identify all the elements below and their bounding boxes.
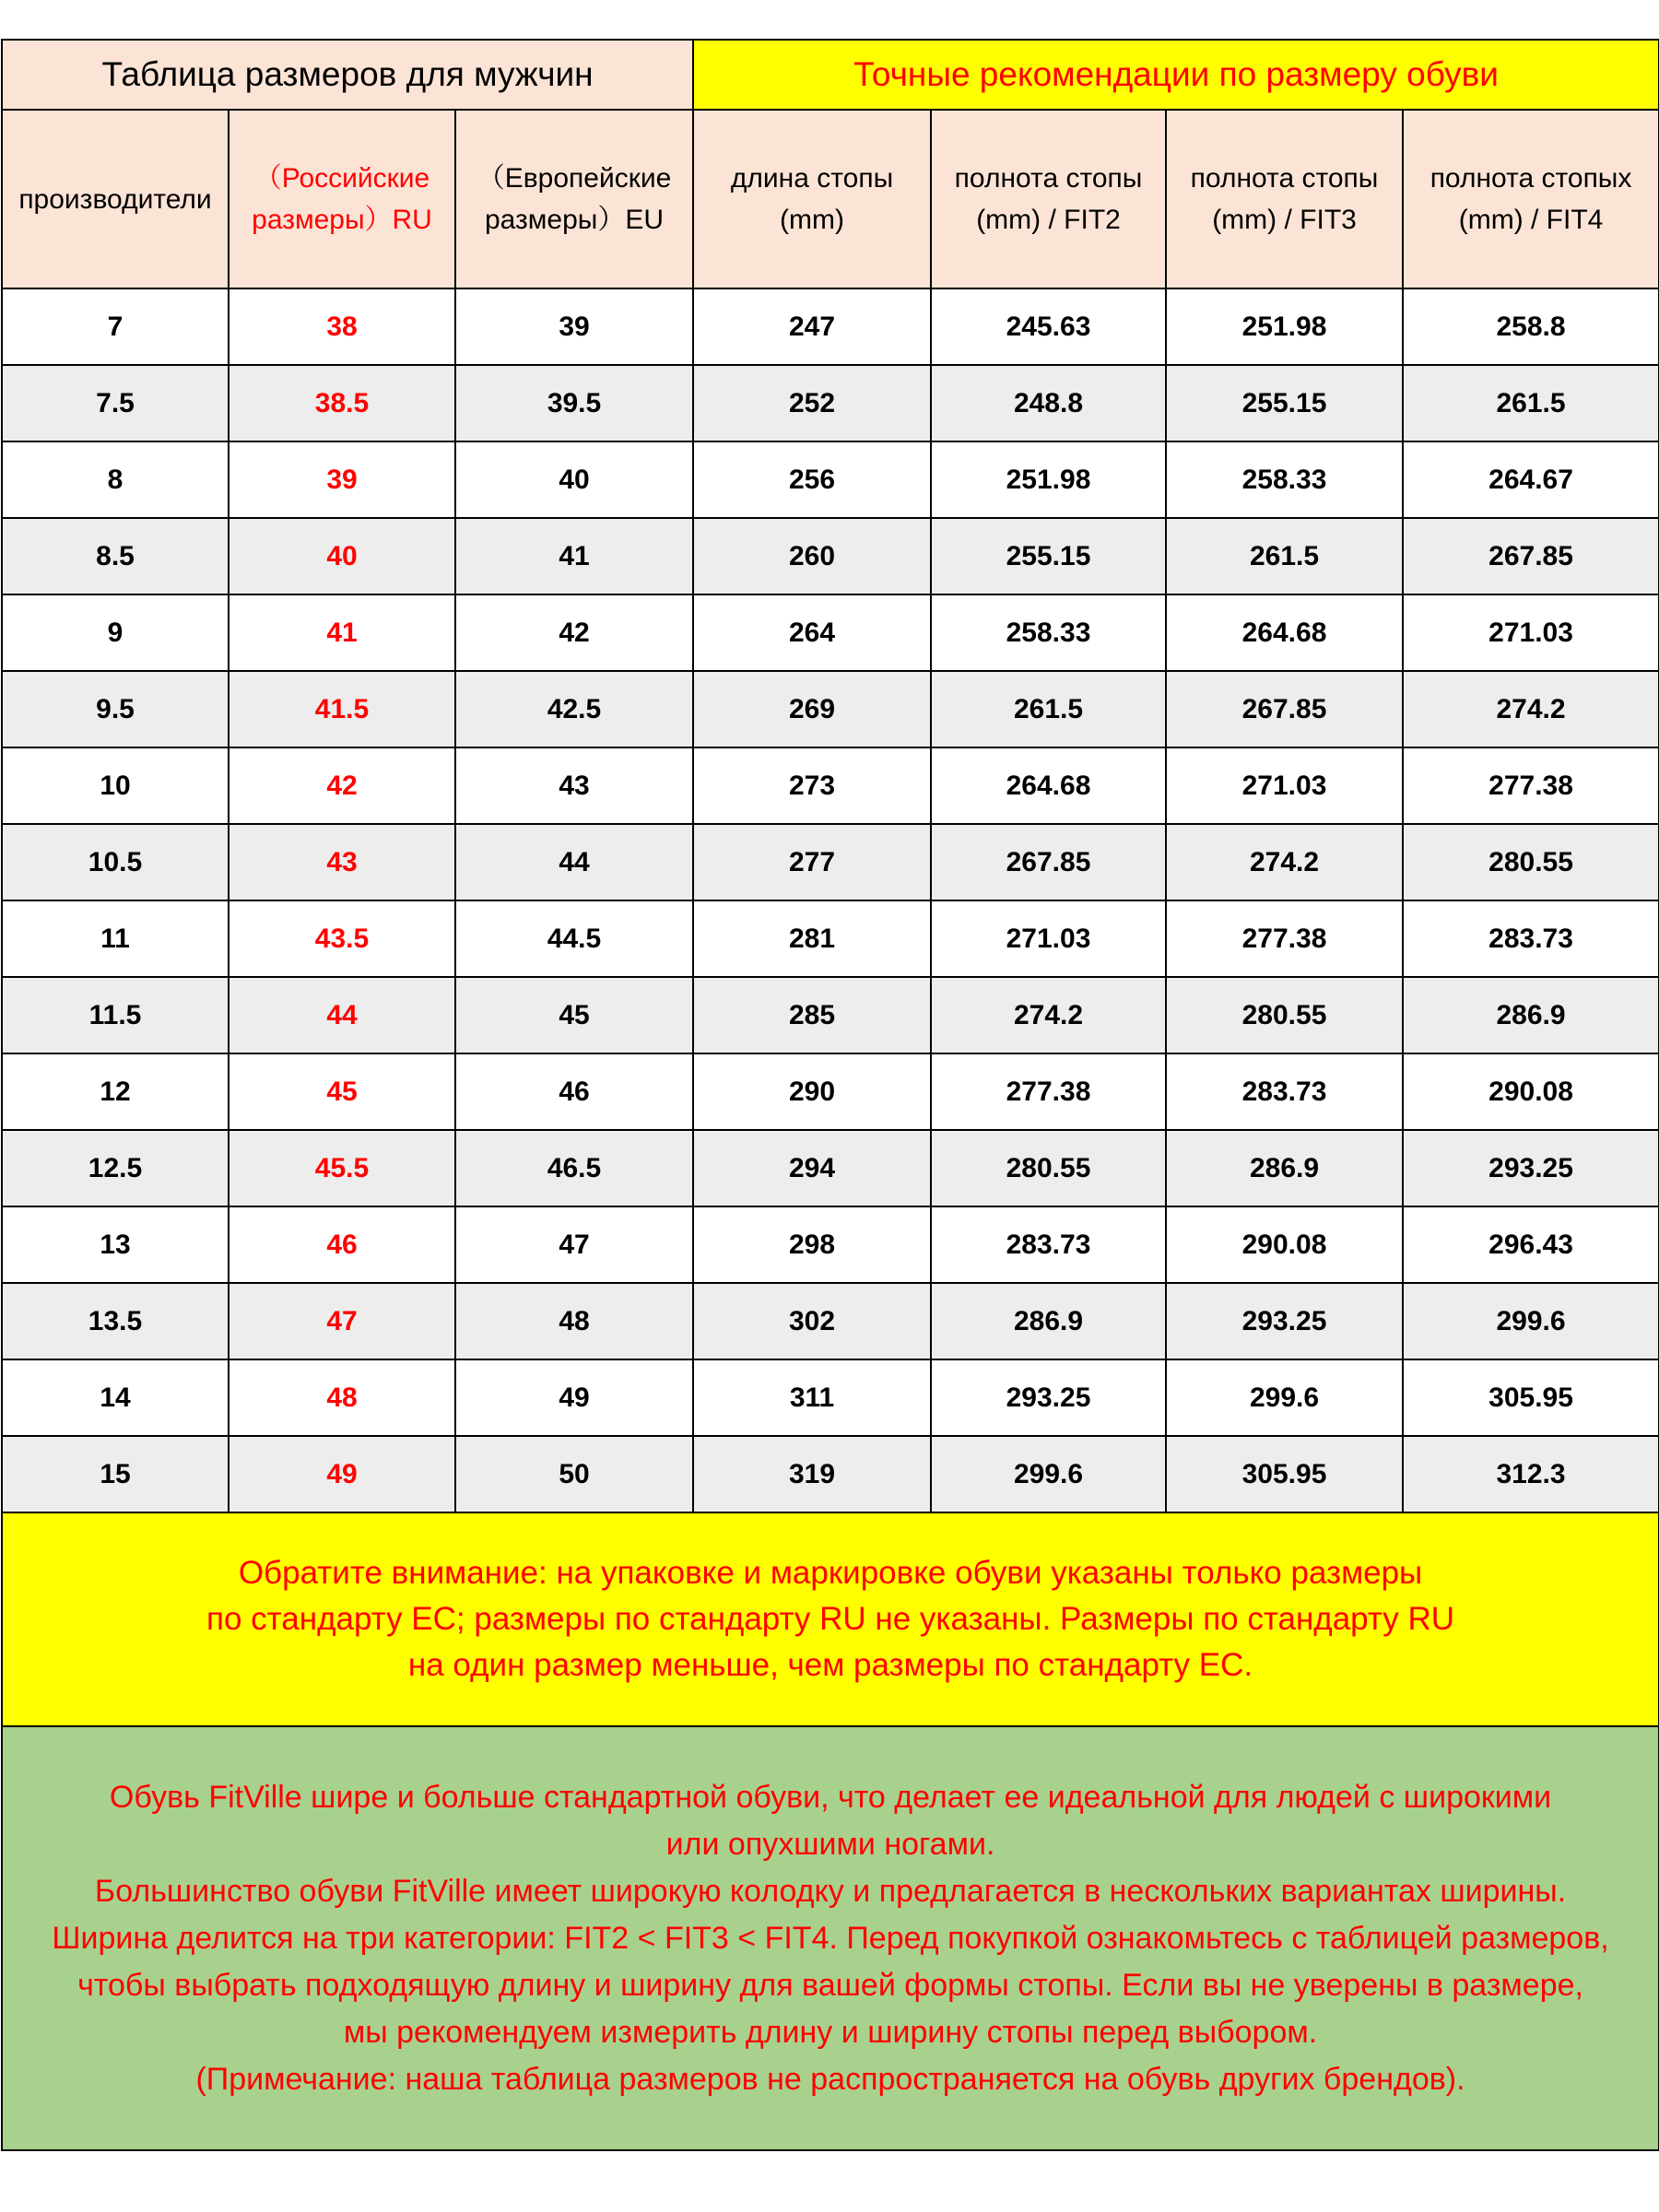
cell-fit2-width: 261.5 [931, 671, 1166, 747]
cell-fit3-width: 283.73 [1166, 1053, 1403, 1130]
cell-manufacturer-size: 13.5 [2, 1283, 229, 1359]
cell-ru-size: 38 [229, 288, 455, 365]
table-row [2, 518, 1659, 594]
notice-line: чтобы выбрать подходящую длину и ширину для вашей формы стопы. Если вы не уверены в размере, [77, 1967, 1583, 2003]
cell-fit3-width: 293.25 [1166, 1283, 1403, 1359]
cell-fit2-width: 255.15 [931, 518, 1166, 594]
cell-fit2-width: 248.8 [931, 365, 1166, 441]
notice-line: (Примечание: наша таблица размеров не распространяется на обувь других брендов). [195, 2061, 1465, 2097]
cell-fit4-width: 271.03 [1403, 594, 1659, 671]
cell-fit4-width: 290.08 [1403, 1053, 1659, 1130]
cell-ru-size: 48 [229, 1359, 455, 1436]
table-row [2, 824, 1659, 900]
cell-manufacturer-size: 12.5 [2, 1130, 229, 1206]
cell-fit3-width: 251.98 [1166, 288, 1403, 365]
cell-foot-length: 319 [693, 1436, 931, 1512]
table-row [2, 900, 1659, 977]
size-chart [0, 39, 1659, 2151]
notice-line: или опухшими ногами. [665, 1826, 995, 1862]
cell-fit4-width: 277.38 [1403, 747, 1659, 824]
cell-fit4-width: 296.43 [1403, 1206, 1659, 1283]
cell-fit3-width: 271.03 [1166, 747, 1403, 824]
column-header-line: (mm) / FIT2 [976, 205, 1121, 235]
cell-fit2-width: 267.85 [931, 824, 1166, 900]
title-row [2, 40, 1659, 110]
table-row [2, 1130, 1659, 1206]
recommendation-title: Точные рекомендации по размеру обуви [693, 40, 1659, 110]
cell-ru-size: 41 [229, 594, 455, 671]
cell-fit2-width: 245.63 [931, 288, 1166, 365]
cell-manufacturer-size: 9.5 [2, 671, 229, 747]
cell-fit3-width: 290.08 [1166, 1206, 1403, 1283]
cell-eu-size: 42 [455, 594, 693, 671]
notice-yellow-row [2, 1512, 1659, 1726]
column-header-line: （Российские [253, 163, 430, 194]
cell-foot-length: 247 [693, 288, 931, 365]
cell-eu-size: 49 [455, 1359, 693, 1436]
cell-fit2-width: 274.2 [931, 977, 1166, 1053]
cell-foot-length: 294 [693, 1130, 931, 1206]
ec-size-notice [2, 1512, 1659, 1726]
cell-eu-size: 44.5 [455, 900, 693, 977]
table-row [2, 671, 1659, 747]
cell-foot-length: 298 [693, 1206, 931, 1283]
cell-eu-size: 46 [455, 1053, 693, 1130]
cell-fit4-width: 299.6 [1403, 1283, 1659, 1359]
cell-fit3-width: 286.9 [1166, 1130, 1403, 1206]
cell-ru-size: 43 [229, 824, 455, 900]
notice-line: мы рекомендуем измерить длину и ширину стопы перед выбором. [343, 2014, 1318, 2050]
table-row [2, 1436, 1659, 1512]
table-row [2, 441, 1659, 518]
cell-manufacturer-size: 13 [2, 1206, 229, 1283]
notice-line: на один размер меньше, чем размеры по стандарту ЕС. [407, 1647, 1253, 1683]
cell-fit2-width: 277.38 [931, 1053, 1166, 1130]
cell-eu-size: 50 [455, 1436, 693, 1512]
cell-manufacturer-size: 8.5 [2, 518, 229, 594]
column-header-manufacturer [2, 110, 229, 288]
cell-fit4-width: 293.25 [1403, 1130, 1659, 1206]
cell-ru-size: 47 [229, 1283, 455, 1359]
cell-ru-size: 44 [229, 977, 455, 1053]
cell-fit3-width: 280.55 [1166, 977, 1403, 1053]
cell-fit3-width: 261.5 [1166, 518, 1403, 594]
cell-eu-size: 45 [455, 977, 693, 1053]
table-row [2, 1206, 1659, 1283]
cell-foot-length: 252 [693, 365, 931, 441]
cell-eu-size: 41 [455, 518, 693, 594]
cell-fit4-width: 312.3 [1403, 1436, 1659, 1512]
cell-ru-size: 45.5 [229, 1130, 455, 1206]
column-header-line: (mm) / FIT3 [1212, 205, 1357, 235]
cell-eu-size: 44 [455, 824, 693, 900]
column-header-line: производители [18, 183, 212, 215]
table-row [2, 977, 1659, 1053]
cell-manufacturer-size: 9 [2, 594, 229, 671]
cell-ru-size: 39 [229, 441, 455, 518]
column-header-fit3 [1166, 110, 1403, 288]
column-header-line: (mm) [780, 205, 844, 235]
cell-manufacturer-size: 8 [2, 441, 229, 518]
cell-manufacturer-size: 11.5 [2, 977, 229, 1053]
cell-fit2-width: 251.98 [931, 441, 1166, 518]
cell-fit4-width: 280.55 [1403, 824, 1659, 900]
cell-ru-size: 40 [229, 518, 455, 594]
column-header-line: размеры）EU [484, 205, 665, 235]
cell-fit4-width: 264.67 [1403, 441, 1659, 518]
table-row [2, 288, 1659, 365]
cell-foot-length: 311 [693, 1359, 931, 1436]
cell-fit4-width: 305.95 [1403, 1359, 1659, 1436]
cell-foot-length: 273 [693, 747, 931, 824]
cell-ru-size: 41.5 [229, 671, 455, 747]
notice-green-row [2, 1726, 1659, 2150]
cell-eu-size: 40 [455, 441, 693, 518]
cell-ru-size: 43.5 [229, 900, 455, 977]
cell-manufacturer-size: 10 [2, 747, 229, 824]
cell-fit2-width: 271.03 [931, 900, 1166, 977]
cell-manufacturer-size: 14 [2, 1359, 229, 1436]
notice-line: Обувь FitVille шире и больше стандартной обуви, что делает ее идеальной для людей с широкими [109, 1779, 1552, 1815]
notice-line: Ширина делится на три категории: FIT2 < FIT3 < FIT4. Перед покупкой ознакомьтесь с таблицей размеров, [52, 1920, 1609, 1956]
cell-fit4-width: 267.85 [1403, 518, 1659, 594]
column-header-fit4 [1403, 110, 1659, 288]
cell-fit4-width: 283.73 [1403, 900, 1659, 977]
fitville-width-notice [2, 1726, 1659, 2150]
cell-manufacturer-size: 12 [2, 1053, 229, 1130]
notice-line: Обратите внимание: на упаковке и маркировке обуви указаны только размеры [238, 1555, 1423, 1591]
cell-foot-length: 260 [693, 518, 931, 594]
cell-eu-size: 39.5 [455, 365, 693, 441]
column-header-line: полнота стопы [954, 163, 1143, 194]
cell-eu-size: 43 [455, 747, 693, 824]
cell-fit3-width: 277.38 [1166, 900, 1403, 977]
cell-fit2-width: 283.73 [931, 1206, 1166, 1283]
cell-fit4-width: 274.2 [1403, 671, 1659, 747]
cell-fit2-width: 280.55 [931, 1130, 1166, 1206]
cell-fit3-width: 264.68 [1166, 594, 1403, 671]
column-header-line: размеры）RU [252, 205, 432, 235]
cell-foot-length: 302 [693, 1283, 931, 1359]
cell-fit4-width: 261.5 [1403, 365, 1659, 441]
table-row [2, 1053, 1659, 1130]
table-title: Таблица размеров для мужчин [2, 40, 693, 110]
cell-ru-size: 38.5 [229, 365, 455, 441]
cell-fit3-width: 267.85 [1166, 671, 1403, 747]
table-row [2, 365, 1659, 441]
cell-manufacturer-size: 11 [2, 900, 229, 977]
cell-foot-length: 269 [693, 671, 931, 747]
table-row [2, 594, 1659, 671]
column-header-line: （Европейские [477, 163, 672, 194]
cell-fit3-width: 255.15 [1166, 365, 1403, 441]
cell-eu-size: 48 [455, 1283, 693, 1359]
column-header-line: полнота стопы [1190, 163, 1379, 194]
cell-eu-size: 39 [455, 288, 693, 365]
cell-fit3-width: 274.2 [1166, 824, 1403, 900]
column-header-line: полнота стопых [1430, 163, 1632, 194]
notice-line: по стандарту ЕС; размеры по стандарту RU не указаны. Размеры по стандарту RU [206, 1601, 1455, 1637]
cell-fit3-width: 299.6 [1166, 1359, 1403, 1436]
cell-fit2-width: 293.25 [931, 1359, 1166, 1436]
cell-fit2-width: 264.68 [931, 747, 1166, 824]
cell-manufacturer-size: 15 [2, 1436, 229, 1512]
notice-line: Большинство обуви FitVille имеет широкую колодку и предлагается в нескольких вариантах ширины. [94, 1873, 1567, 1909]
column-header-line: (mm) / FIT4 [1458, 205, 1604, 235]
cell-foot-length: 290 [693, 1053, 931, 1130]
cell-ru-size: 46 [229, 1206, 455, 1283]
cell-manufacturer-size: 7 [2, 288, 229, 365]
cell-eu-size: 42.5 [455, 671, 693, 747]
table-row [2, 747, 1659, 824]
cell-fit2-width: 258.33 [931, 594, 1166, 671]
cell-ru-size: 49 [229, 1436, 455, 1512]
column-header-eu [455, 110, 693, 288]
cell-fit3-width: 258.33 [1166, 441, 1403, 518]
cell-foot-length: 264 [693, 594, 931, 671]
cell-foot-length: 285 [693, 977, 931, 1053]
column-header-ru [229, 110, 455, 288]
size-table [1, 39, 1659, 2151]
cell-fit4-width: 286.9 [1403, 977, 1659, 1053]
cell-fit2-width: 286.9 [931, 1283, 1166, 1359]
cell-ru-size: 45 [229, 1053, 455, 1130]
cell-ru-size: 42 [229, 747, 455, 824]
cell-foot-length: 277 [693, 824, 931, 900]
column-header-line: длина стопы [730, 163, 894, 194]
cell-foot-length: 256 [693, 441, 931, 518]
column-header-foot-length [693, 110, 931, 288]
table-row [2, 1359, 1659, 1436]
column-header-row [2, 110, 1659, 288]
cell-fit4-width: 258.8 [1403, 288, 1659, 365]
cell-manufacturer-size: 10.5 [2, 824, 229, 900]
cell-eu-size: 46.5 [455, 1130, 693, 1206]
column-header-fit2 [931, 110, 1166, 288]
cell-eu-size: 47 [455, 1206, 693, 1283]
cell-manufacturer-size: 7.5 [2, 365, 229, 441]
cell-foot-length: 281 [693, 900, 931, 977]
table-row [2, 1283, 1659, 1359]
cell-fit2-width: 299.6 [931, 1436, 1166, 1512]
cell-fit3-width: 305.95 [1166, 1436, 1403, 1512]
